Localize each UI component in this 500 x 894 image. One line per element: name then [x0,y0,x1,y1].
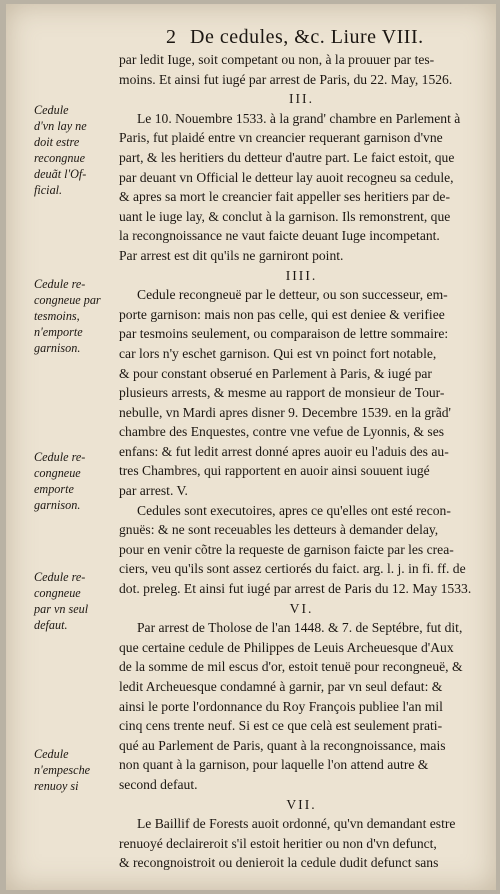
margin-note-line: Cedule re- [34,450,86,464]
text-line: uant le iuge lay, & conclut à la garnison. Ils remonstrent, que [119,208,451,224]
margin-note-line: congneue par [34,293,101,307]
text-line: non quant à la garnison, pour laquelle l'on attend autre & [119,757,429,773]
text-line: de la somme de mil escus d'or, estoit tenuë pour recongneuë, & [119,659,463,675]
margin-note-line: par vn seul [34,602,89,616]
section-number: III. [289,91,314,107]
margin-note-line: ficial. [34,183,63,197]
margin-note-line: Cedule re- [34,570,86,584]
text-line: par deuant vn Official le detteur lay auoit recogneu sa cedule, [119,169,454,185]
margin-note-line: congneue [34,466,81,480]
text-line: pour en venir cõtre la requeste de garnison faicte par les crea- [119,541,454,557]
margin-note-line: deuãt l'Of- [34,167,87,181]
text-line: plusieurs arrests, & mesme au rapport de monsieur de Tour- [119,385,445,401]
text-line: porte garnison: mais non pas celle, qui est deniee & verifiee [119,306,445,322]
text-line: ciers, veu qu'ils sont assez certiorés du faict. arg. l. j. in fi. ff. de [119,561,466,577]
margin-note [34,449,116,513]
margin-note [34,569,116,633]
text-line: cinq cens trente neuf. Si est ce que celà est seulement prati- [119,718,443,734]
text-line: enfans: & fut ledit arrest donné apres auoir eu l'aduis des au- [119,443,449,459]
book-page [6,4,496,890]
margin-note [34,102,116,198]
text-line: Cedules sont executoires, apres ce qu'elles ont esté recon- [137,502,451,518]
text-line: car lors n'y eschet garnison. Qui est vn poinct fort notable, [119,345,437,361]
text-line: nebulle, vn Mardi apres disner 9. Decembre 1539. en la grãd' [119,404,451,420]
margin-note-line: garnison. [34,341,81,355]
margin-note-line: Cedule [34,747,69,761]
running-title: De cedules, &c. Liure VIII. [190,26,424,48]
text-line: renuoyé declaireroit s'il estoit heritier ou non d'vn defunct, [119,835,437,851]
text-line: tres Chambres, qui rapportent en auoir ainsi souuent iugé [119,463,430,479]
margin-note [34,276,116,356]
text-line: & apres sa mort le creancier fait appeller ses heritiers par de- [119,189,450,205]
margin-note-line: doit estre [34,135,80,149]
text-line: Par arrest est dit qu'ils ne garniront point. [119,247,344,263]
margin-note-line: recongnue [34,151,85,165]
margin-note-line: renuoy si [34,779,79,793]
text-line: par arrest. V. [119,483,188,499]
text-line: par ledit Iuge, soit competant ou non, à la prouuer par tes- [119,52,435,67]
running-header [166,26,486,49]
text-line: Cedule recongneuë par le detteur, ou son successeur, em- [137,287,448,303]
margin-note-line: emporte [34,482,74,496]
text-line: chambre des Enquestes, contre vne vefue de Lyonnis, & ses [119,424,445,440]
text-line: qué au Parlement de Paris, quant à la recongnoissance, mais [119,737,446,753]
text-line: & pour constant obserué en Parlement à Paris, & iugé par [119,365,432,381]
text-line: Le 10. Nouembre 1533. à la grand' chambre en Parlement à [137,110,461,126]
margin-note-line: n'empesche [34,763,91,777]
text-line: Par arrest de Tholose de l'an 1448. & 7. de Septébre, fut dit, [137,620,463,636]
text-line: par tesmoins seulement, ou comparaison de lettre sommaire: [119,326,449,342]
section-number: VI. [289,600,314,616]
margin-note-line: n'emporte [34,325,83,339]
margin-note-line: d'vn lay ne [34,119,87,133]
text-line: & recongnoistroit ou denieroit la cedule dudit defunct sans [119,855,439,871]
section-number: VII. [286,796,317,812]
text-line: part, & les heritiers du detteur d'autre part. Le faict estoit, que [119,149,455,165]
main-text [119,50,484,873]
margin-note-line: Cedule [34,103,69,117]
text-line: dot. preleg. Et ainsi fut iugé par arrest de Paris du 12. May 1533. [119,581,472,597]
margin-note-line: defaut. [34,618,68,632]
text-line: ainsi le porte l'ordonnance du Roy François publiee l'an mil [119,698,443,714]
text-line: la recongnoissance ne vaut faicte deuant Iuge incompetant. [119,228,440,244]
text-line: que certaine cedule de Philippes de Leuis Archeuesque d'Aux [119,639,454,655]
text-line: ledit Archeuesque condamné à garnir, par vn seul defaut: & [119,679,443,694]
text-line: gnuës: & ne sont receuables les detteurs à demander delay, [119,522,439,538]
text-line: Paris, fut plaidé entre vn creancier requerant garnison d'vne [119,130,443,146]
margin-note-line: Cedule re- [34,277,86,291]
margin-note-line: garnison. [34,498,81,512]
text-line: moins. Et ainsi fut iugé par arrest de Paris, du 22. May, 1526. [119,71,453,87]
section-number: IIII. [285,267,318,283]
text-line: second defaut. [119,776,198,792]
margin-note [34,746,116,794]
margin-note-line: tesmoins, [34,309,80,323]
text-line: Le Baillif de Forests auoit ordonné, qu'vn demandant estre [137,816,456,832]
page-number: 2 [166,26,177,48]
margin-note-line: congneue [34,586,81,600]
